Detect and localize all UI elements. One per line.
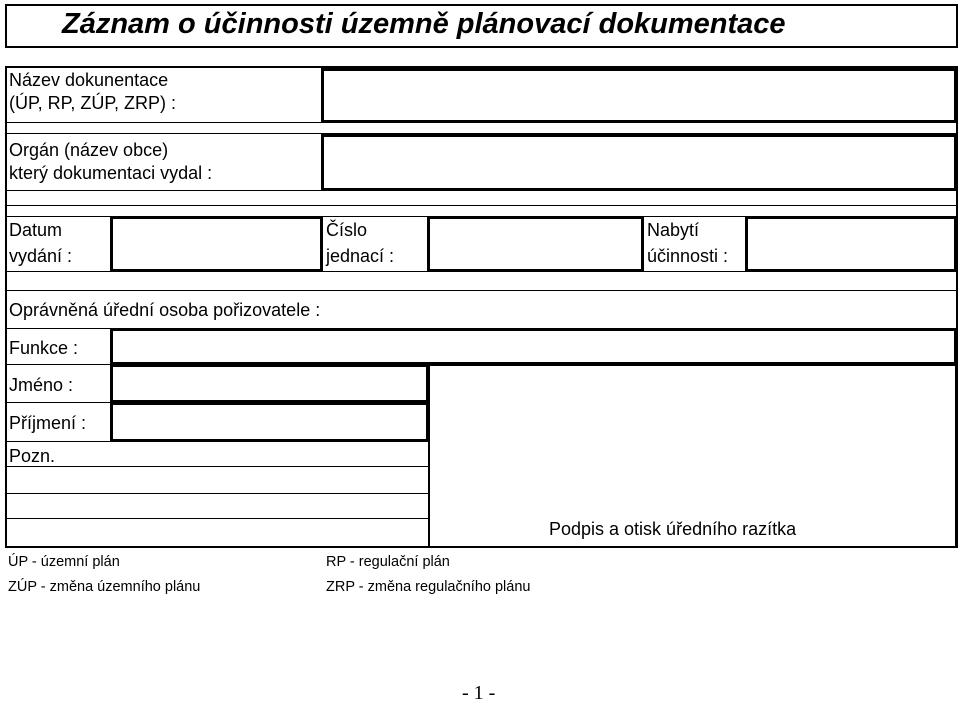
jmeno-label: Jméno : <box>9 375 74 395</box>
legend-zup: ZÚP - změna územního plánu <box>8 579 201 595</box>
funkce-field[interactable] <box>110 328 957 365</box>
separator <box>6 466 428 467</box>
opravnena-osoba-label: Oprávněná úřední osoba pořizovatele : <box>9 300 321 320</box>
funkce-label: Funkce : <box>9 338 79 358</box>
nazev-dokumentace-field[interactable] <box>321 68 957 123</box>
separator <box>6 518 428 519</box>
legend-rp: RP - regulační plán <box>326 554 450 570</box>
organ-label-line1: Orgán (název obce) <box>9 140 169 160</box>
nazev-label-line1: Název dokunentace <box>9 70 169 90</box>
separator <box>6 290 957 291</box>
poznamka-label: Pozn. <box>9 446 56 466</box>
nazev-label-line2: (ÚP, RP, ZÚP, ZRP) : <box>9 93 177 113</box>
nabyti-ucinnosti-field[interactable] <box>745 216 957 272</box>
cislo-label-line2: jednací : <box>326 246 395 266</box>
prijmeni-label: Příjmení : <box>9 413 87 433</box>
datum-label-line1: Datum <box>9 220 63 240</box>
datum-label-line2: vydání : <box>9 246 73 266</box>
cislo-label-line1: Číslo <box>326 220 368 240</box>
nabyti-label-line1: Nabytí <box>647 220 700 240</box>
signature-label: Podpis a otisk úředního razítka <box>549 519 797 539</box>
prijmeni-field[interactable] <box>110 402 429 442</box>
legend-up: ÚP - územní plán <box>8 554 120 570</box>
page-title: Záznam o účinnosti územně plánovací dokumentace <box>62 8 786 40</box>
organ-label-line2: který dokumentaci vydal : <box>9 163 213 183</box>
separator <box>6 205 957 206</box>
page-number: - 1 - <box>462 682 496 704</box>
nabyti-label-line2: účinnosti : <box>647 246 729 266</box>
separator <box>6 493 428 494</box>
organ-field[interactable] <box>321 134 957 191</box>
legend-zrp: ZRP - změna regulačního plánu <box>326 579 531 595</box>
jmeno-field[interactable] <box>110 364 429 403</box>
cislo-jednaci-field[interactable] <box>427 216 644 272</box>
datum-vydani-field[interactable] <box>110 216 323 272</box>
